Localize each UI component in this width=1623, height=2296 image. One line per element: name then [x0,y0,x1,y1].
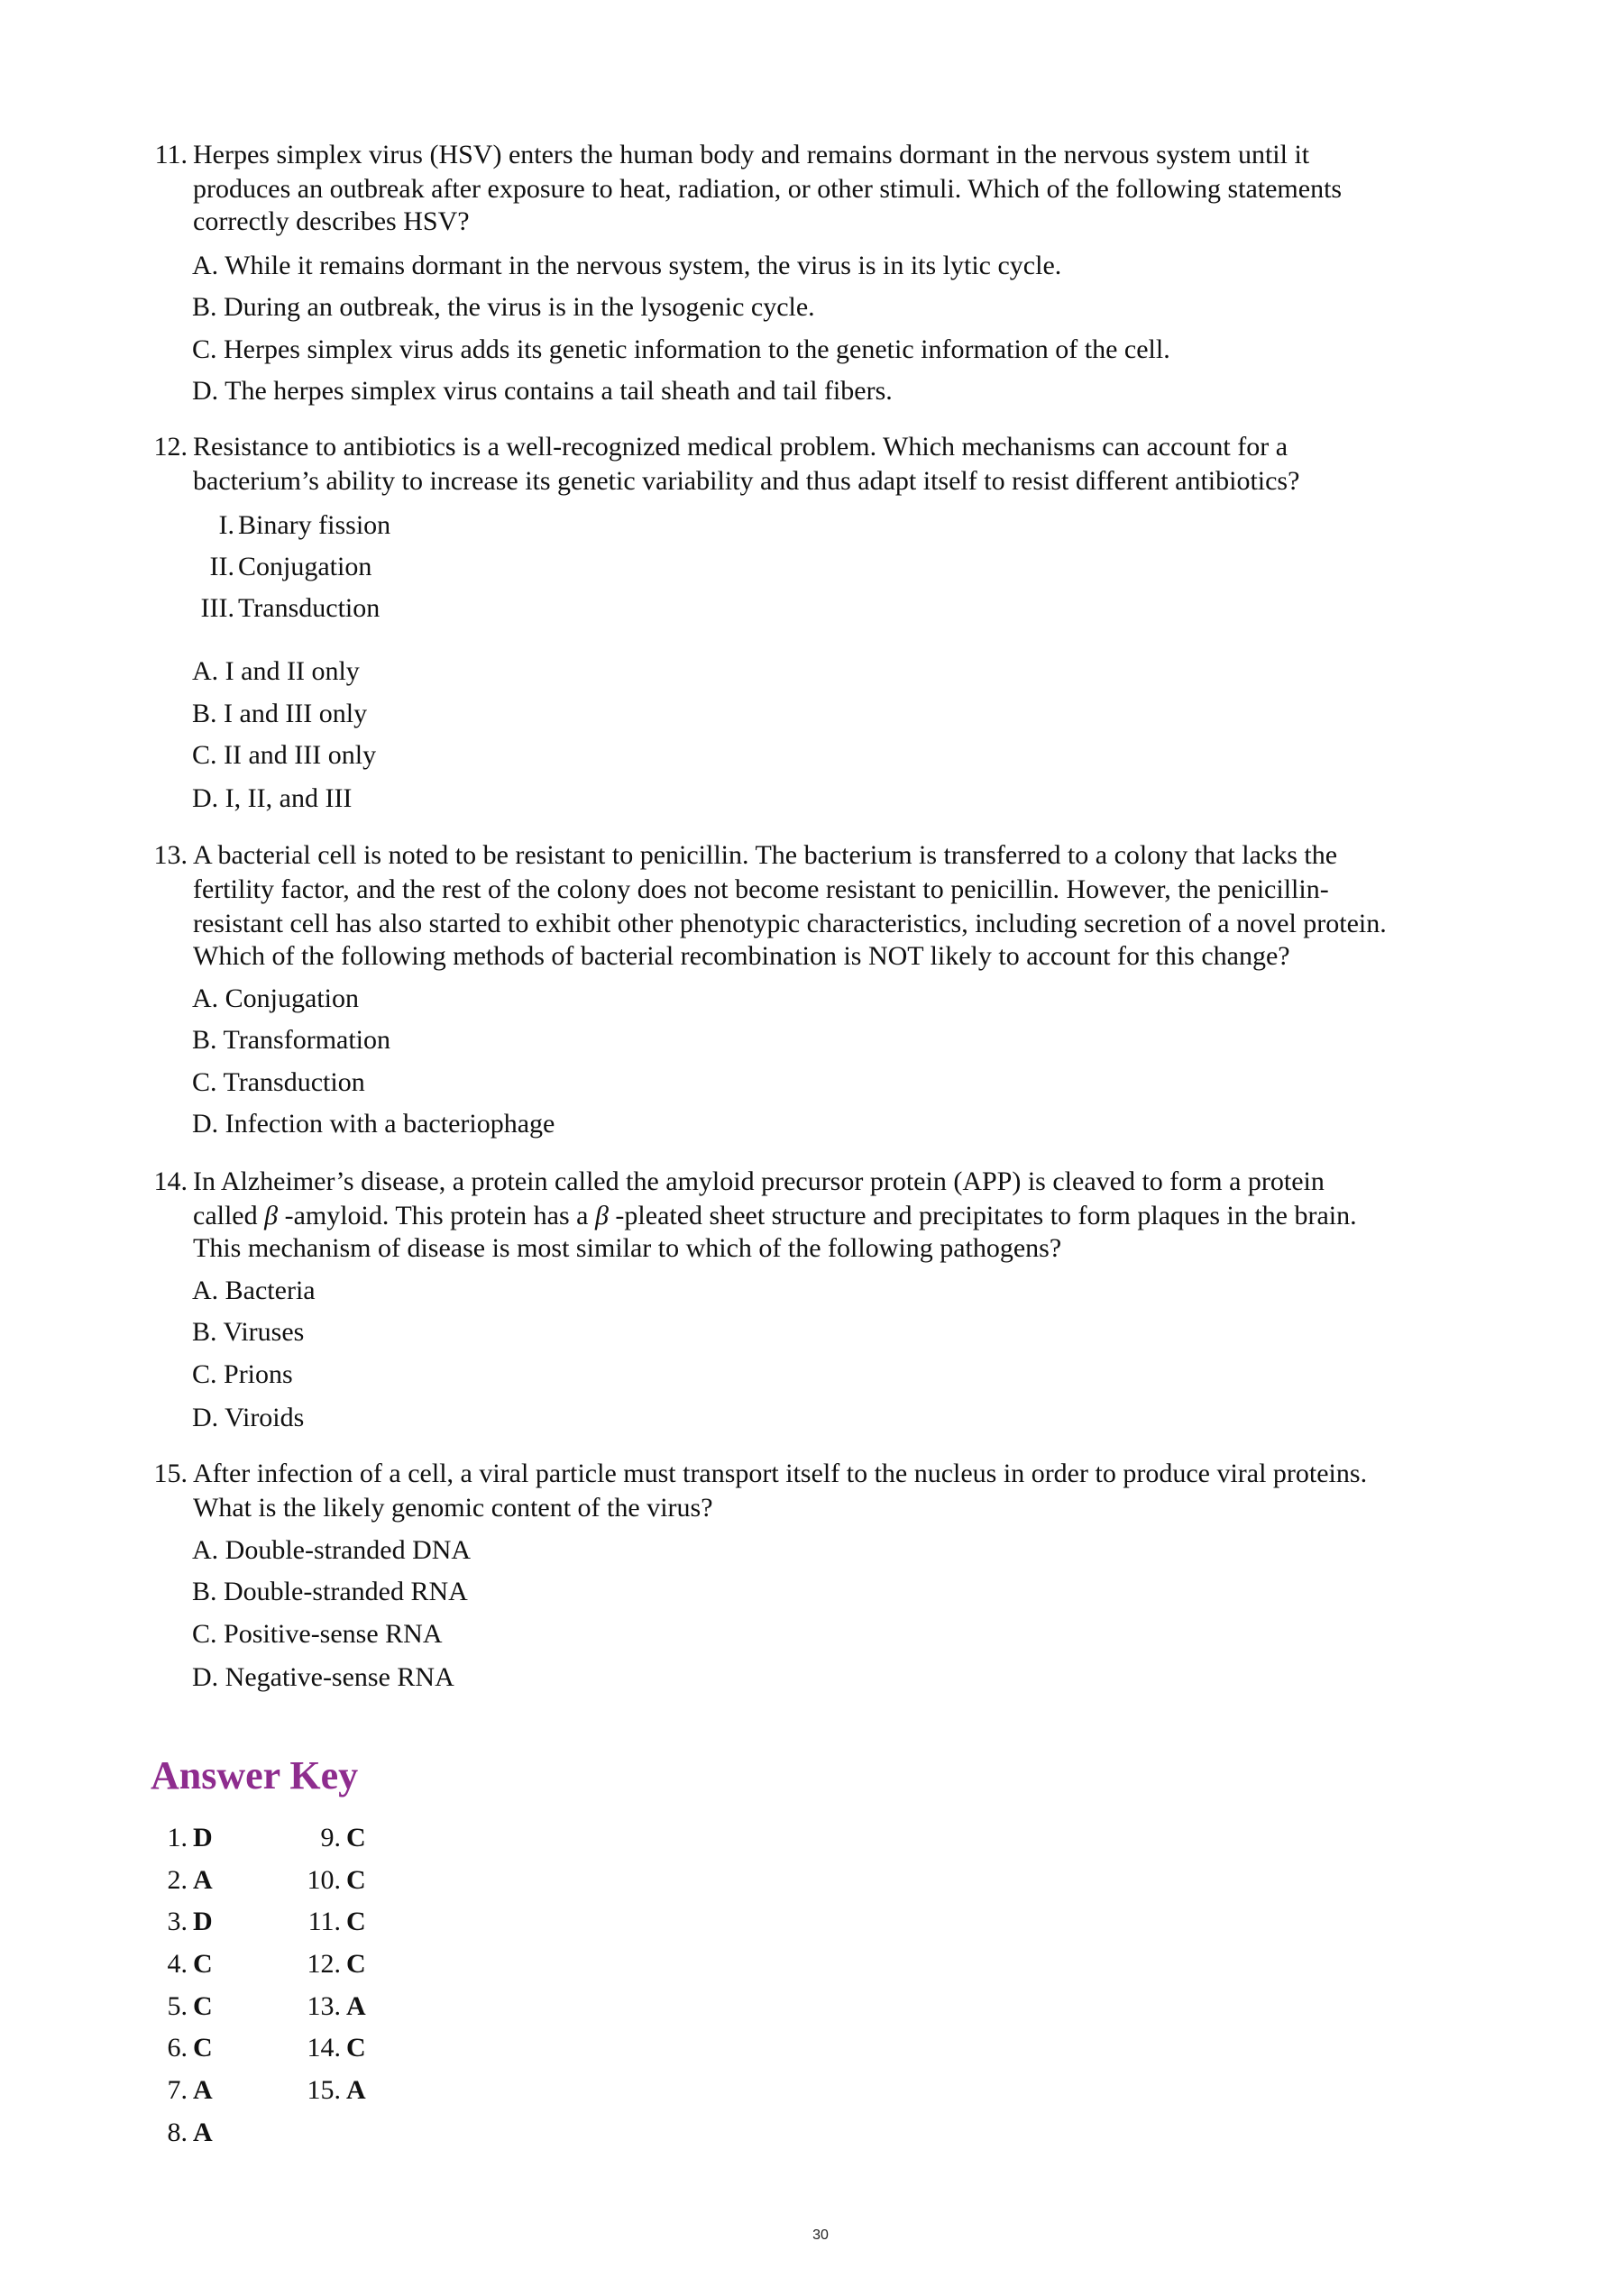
answer-option-b: B. Viruses [192,1317,305,1347]
answer-number: 14. [307,2033,341,2063]
question-text-line: In Alzheimer’s disease, a protein called the amyloid precursor protein (APP) is cleaved to form a protein [193,1166,1325,1196]
answer-number: 13. [307,1991,341,2021]
answer-number: 11. [307,1907,341,1936]
answer-option-b: B. Transformation [192,1025,391,1055]
statement-numeral: II. [209,552,234,581]
answer-letter: D [193,1823,213,1852]
answer-option-c: C. II and III only [192,740,377,770]
question-text-line [193,1199,1357,1232]
answer-number: 1. [167,1823,188,1852]
beta-symbol: β [264,1201,279,1230]
answer-option-b: B. Double-stranded RNA [192,1577,468,1606]
answer-letter: A [346,2075,366,2105]
answer-key-heading: Answer Key [151,1753,359,1797]
answer-option-c: C. Prions [192,1359,293,1389]
question-text-line: After infection of a cell, a viral particle must transport itself to the nucleus in order to produce viral proteins. [193,1459,1368,1488]
answer-number: 6. [167,2033,188,2063]
answer-number: 5. [167,1991,188,2021]
question-number: 13. [153,840,188,870]
answer-option-d: D. The herpes simplex virus contains a tail sheath and tail fibers. [192,376,893,406]
answer-option-d: D. Viroids [192,1403,305,1432]
question-number: 12. [153,432,188,462]
question-text-line: Resistance to antibiotics is a well-recognized medical problem. Which mechanisms can account for a [193,432,1288,462]
answer-option-a: A. Double-stranded DNA [192,1535,472,1565]
answer-option-a: A. Bacteria [192,1276,316,1305]
answer-option-a: A. I and II only [192,656,360,686]
question-text-line: Which of the following methods of bacterial recombination is NOT likely to account for this change? [193,941,1290,971]
answer-letter: C [346,1865,366,1895]
question-text-line: produces an outbreak after exposure to heat, radiation, or other stimuli. Which of the following statements [193,174,1343,204]
answer-option-d: D. Negative-sense RNA [192,1662,454,1692]
question-number: 14. [153,1166,188,1196]
text-segment: called [193,1201,265,1230]
answer-option-c: C. Positive-sense RNA [192,1619,443,1649]
statement-numeral: III. [200,593,234,623]
text-segment: -amyloid. This protein has a [278,1201,595,1230]
page-number: 30 [812,2227,829,2243]
answer-letter: A [193,1865,213,1895]
statement-text: Binary fission [238,510,391,540]
answer-letter: C [346,1907,366,1936]
answer-number: 8. [167,2118,188,2147]
answer-option-b: B. I and III only [192,699,368,728]
answer-option-d: D. I, II, and III [192,783,353,813]
answer-letter: A [193,2118,213,2147]
question-text-line: resistant cell has also started to exhibit other phenotypic characteristics, including secretion of a novel protein. [193,909,1387,938]
answer-number: 2. [167,1865,188,1895]
answer-letter: C [346,1949,366,1979]
answer-option-c: C. Herpes simplex virus adds its genetic information to the genetic information of the cell. [192,334,1170,364]
statement-text: Transduction [238,593,381,623]
answer-letter: C [193,1949,213,1979]
answer-option-a: A. Conjugation [192,983,359,1013]
statement-text: Conjugation [238,552,372,581]
answer-number: 12. [307,1949,341,1979]
answer-option-d: D. Infection with a bacteriophage [192,1109,555,1139]
question-text-line: This mechanism of disease is most similar to which of the following pathogens? [193,1233,1062,1263]
answer-letter: C [346,1823,366,1852]
answer-option-b: B. During an outbreak, the virus is in the lysogenic cycle. [192,292,815,322]
answer-option-a: A. While it remains dormant in the nervous system, the virus is in its lytic cycle. [192,251,1062,280]
answer-number: 3. [167,1907,188,1936]
answer-letter: C [193,2033,213,2063]
question-text-line: What is the likely genomic content of the virus? [193,1493,713,1523]
text-segment: -pleated sheet structure and precipitates to form plaques in the brain. [608,1201,1357,1230]
statement-numeral: I. [218,510,234,540]
answer-number: 9. [320,1823,341,1852]
answer-option-c: C. Transduction [192,1067,365,1097]
question-text-line: Herpes simplex virus (HSV) enters the human body and remains dormant in the nervous system until it [193,140,1310,169]
beta-symbol: β [594,1201,609,1230]
answer-number: 4. [167,1949,188,1979]
answer-number: 7. [167,2075,188,2105]
answer-number: 10. [307,1865,341,1895]
question-number: 11. [154,140,188,169]
question-text-line: correctly describes HSV? [193,206,470,236]
question-text-line: bacterium’s ability to increase its genetic variability and thus adapt itself to resist different antibiotics? [193,466,1300,496]
answer-letter: A [346,1991,366,2021]
question-text-line: A bacterial cell is noted to be resistant to penicillin. The bacterium is transferred to a colony that lacks the [193,840,1338,870]
question-text-line: fertility factor, and the rest of the colony does not become resistant to penicillin. However, the penicillin- [193,874,1329,904]
answer-number: 15. [307,2075,341,2105]
answer-letter: A [193,2075,213,2105]
answer-letter: C [346,2033,366,2063]
answer-letter: C [193,1991,213,2021]
question-number: 15. [153,1459,188,1488]
answer-letter: D [193,1907,213,1936]
